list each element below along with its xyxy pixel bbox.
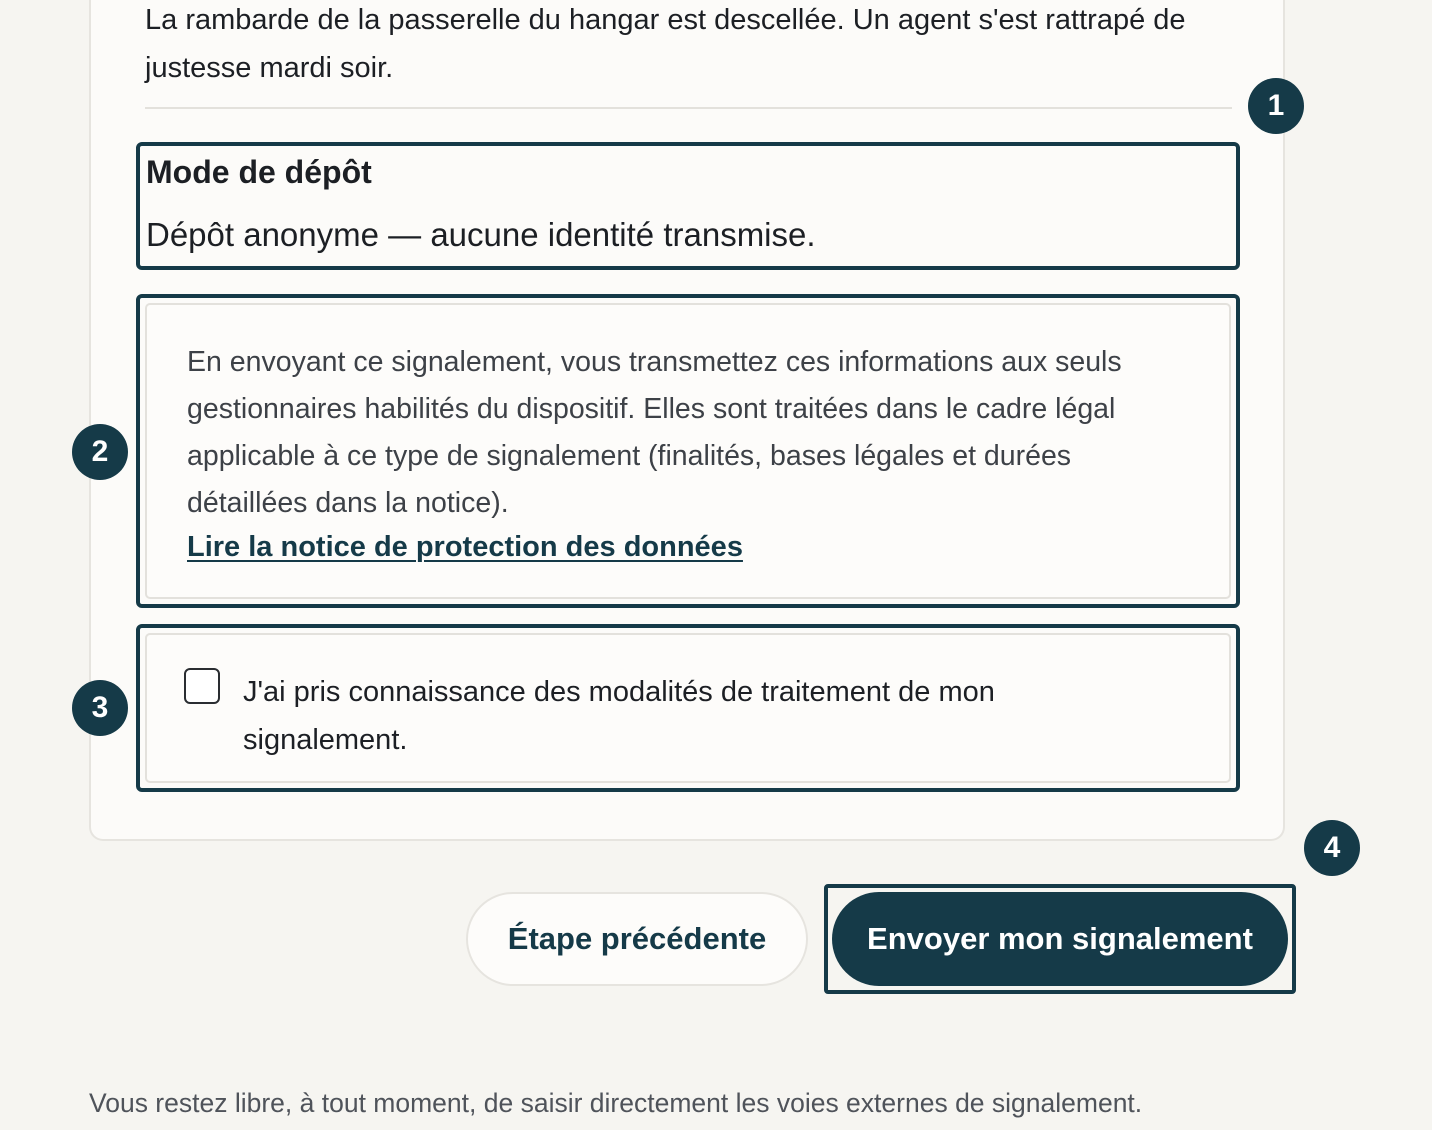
previous-step-button[interactable]: Étape précédente bbox=[466, 892, 808, 986]
consent-section bbox=[136, 624, 1240, 792]
privacy-notice-panel bbox=[145, 303, 1231, 599]
consent-label[interactable]: J'ai pris connaissance des modalités de traitement de mon signalement. bbox=[243, 676, 995, 756]
report-description: La rambarde de la passerelle du hangar est descellée. Un agent s'est rattrapé de justesse mardi soir. bbox=[145, 4, 1186, 84]
submission-mode-title: Mode de dépôt bbox=[146, 154, 372, 190]
annotation-badge-4: 4 bbox=[1304, 820, 1360, 876]
separator bbox=[145, 107, 1232, 109]
consent-panel bbox=[145, 633, 1231, 783]
submit-report-button[interactable]: Envoyer mon signalement bbox=[832, 892, 1288, 986]
annotation-badge-1: 1 bbox=[1248, 78, 1304, 134]
privacy-notice-link[interactable]: Lire la notice de protection des données bbox=[187, 531, 743, 563]
privacy-notice-text: En envoyant ce signalement, vous transmettez ces informations aux seuls gestionnaires habilités du dispositif. Elles sont traitées dans le cadre légal applicable à ce type de signalement (finalités, bases légales et durées détaillées dans la notice). bbox=[187, 346, 1122, 519]
submission-mode-section bbox=[136, 142, 1240, 270]
footer-note: Vous restez libre, à tout moment, de saisir directement les voies externes de signalement. bbox=[89, 1088, 1143, 1118]
privacy-notice-section bbox=[136, 294, 1240, 608]
annotation-badge-2: 2 bbox=[72, 424, 128, 480]
annotation-badge-3: 3 bbox=[72, 680, 128, 736]
submission-mode-value: Dépôt anonyme — aucune identité transmise. bbox=[146, 216, 816, 253]
consent-checkbox[interactable] bbox=[184, 668, 220, 704]
